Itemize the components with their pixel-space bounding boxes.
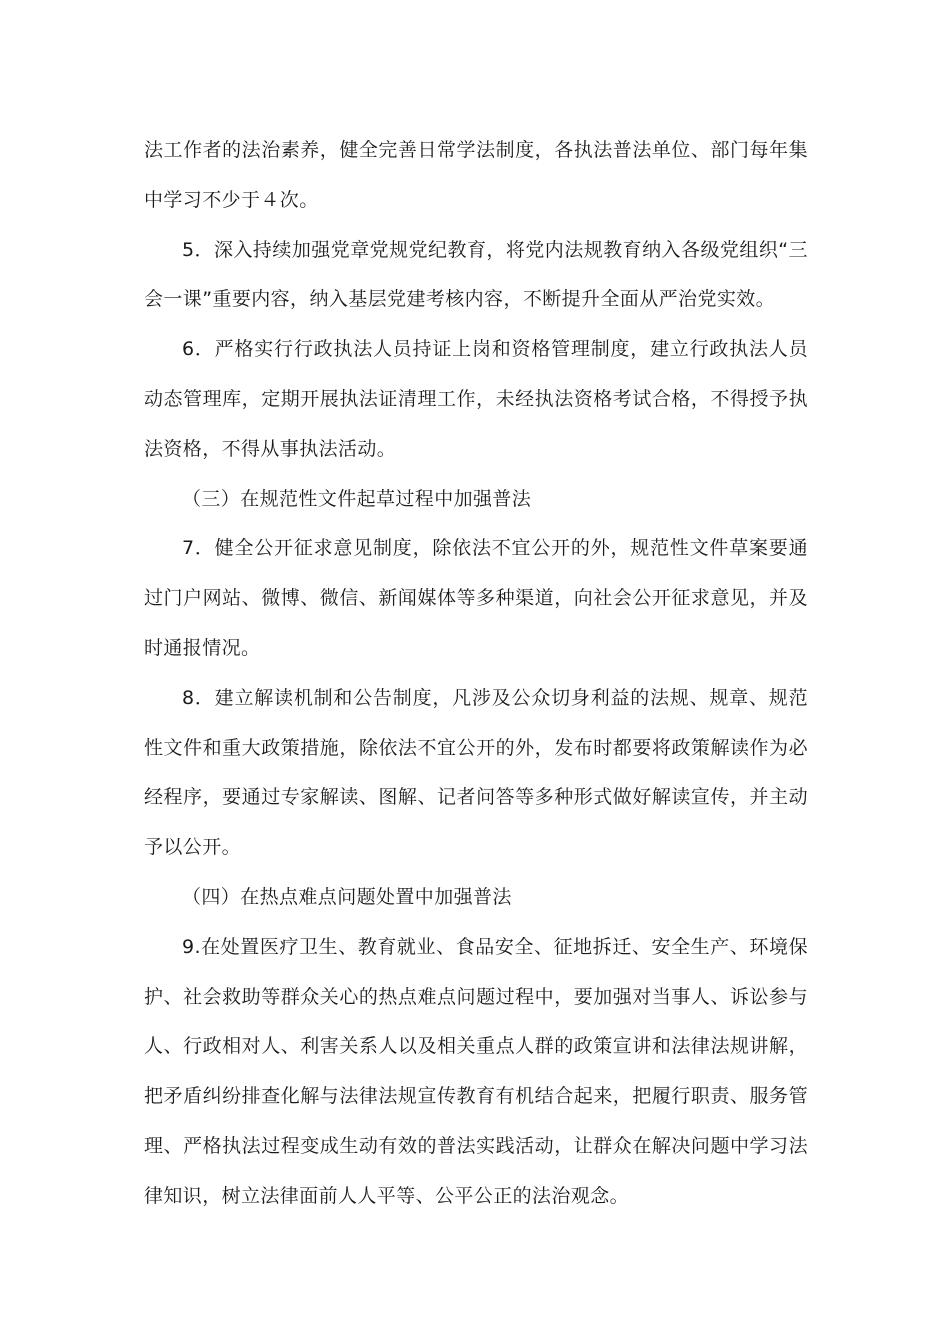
- section-heading-4: （四）在热点难点问题处置中加强普法: [182, 885, 512, 908]
- document-body: [144, 126, 808, 1222]
- paragraph-item-5: 5．深入持续加强党章党规党纪教育，将党内法规教育纳入各级党组织“三会一课”重要内容，纳入基层党建考核内容，不断提升全面从严治党实效。: [144, 238, 808, 311]
- paragraph-item-9: 9.在处置医疗卫生、教育就业、食品安全、征地拆迁、安全生产、环境保护、社会救助等群众关心的热点难点问题过程中，要加强对当事人、诉讼参与人、行政相对人、利害关系人以及相关重点人群的政策宣讲和法律法规讲解，把矛盾纠纷排查化解与法律法规宣传教育有机结合起来，把履行职责、服务管理、严格执法过程变成生动有效的普法实践活动，让群众在解决问题中学习法律知识，树立法律面前人人平等、公平公正的法治观念。: [144, 935, 808, 1207]
- paragraph-item-6: 6．严格实行行政执法人员持证上岗和资格管理制度，建立行政执法人员动态管理库，定期开展执法证清理工作，未经执法资格考试合格，不得授予执法资格，不得从事执法活动。: [144, 338, 808, 460]
- paragraph-item-8: 8．建立解读机制和公告制度，凡涉及公众切身利益的法规、规章、规范性文件和重大政策措施，除依法不宜公开的外，发布时都要将政策解读作为必经程序，要通过专家解读、图解、记者问答等多种形式做好解读宣传，并主动予以公开。: [144, 686, 808, 859]
- section-heading-3: （三）在规范性文件起草过程中加强普法: [182, 487, 532, 510]
- paragraph-continuation: 法工作者的法治素养，健全完善日常学法制度，各执法普法单位、部门每年集中学习不少于４次。: [144, 139, 808, 211]
- paragraph-item-7: 7．健全公开征求意见制度，除依法不宜公开的外，规范性文件草案要通过门户网站、微博、微信、新闻媒体等多种渠道，向社会公开征求意见，并及时通报情况。: [144, 537, 808, 659]
